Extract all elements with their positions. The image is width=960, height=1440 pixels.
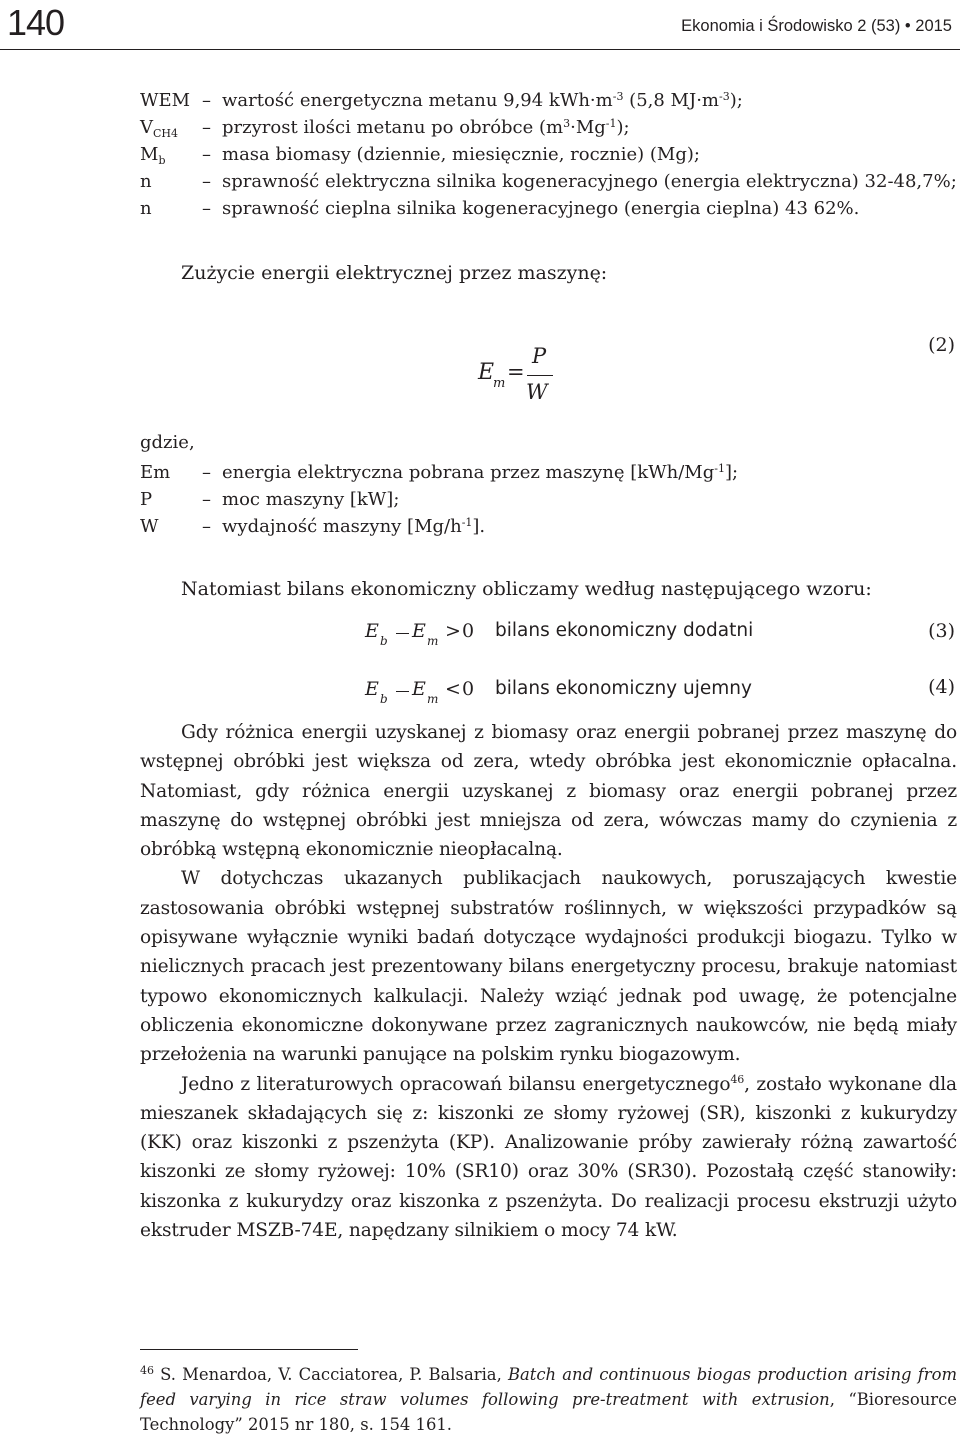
footnote-rule [140,1349,358,1350]
footnote-source: , “Bioresource Technology” 2015 nr 180, s. 154 161. [140,1389,957,1434]
section-lead-1: Zużycie energii elektrycznej przez maszynę: [181,262,608,284]
definition-text: przyrost ilości metanu po obróbce $(m^3\cdot Mg^{-1})$; [222,117,630,138]
eq4-term-b: E [412,678,426,700]
definition-text: energia elektryczna pobrana przez maszynę $[kWh/Mg^{-1}]$; [222,462,739,483]
definition-dash: – [202,144,211,165]
definition-text: wartość energetyczna metanu 9,94 $kWh\cdot m^{-3}$ (5,8 $MJ\cdot m^{-3}$); [222,90,743,111]
footnote-authors: S. Menardoa, V. Cacciatorea, P. Balsaria, [154,1365,508,1384]
eq2-lhs-sub: m [493,376,506,391]
eq3-relation: > [445,620,461,642]
definition-dash: – [202,90,211,111]
eq3-zero: 0 [462,620,475,642]
section-lead-2: Natomiast bilans ekonomiczny obliczamy według następującego wzoru: [181,578,872,600]
definition-text: wydajność maszyny $[Mg/h^{-1}]$. [222,516,486,537]
variable-definitions-1 [140,87,960,222]
definition-row [140,87,960,114]
eq3-term-a: E [365,620,379,642]
definition-text: moc maszyny [kW]; [222,489,400,510]
eq4-term-b-sub: m [427,692,439,706]
eq4-zero: 0 [462,678,475,700]
footnote [140,1363,957,1437]
eq2-numerator: P [532,344,547,368]
definition-row [140,114,960,141]
eq2-fraction-bar [527,375,553,376]
eq4-term-a-sub: b [380,692,388,706]
footnote-title: Batch and continuous biogas production arising from feed varying in rice straw volumes following pre-treatment with extrusion [140,1365,958,1409]
equation-number-3: (3) [928,620,955,642]
definition-row [140,459,960,486]
eq2-denominator: W [526,380,548,404]
variable-definitions-2 [140,459,960,540]
definition-dash: – [202,489,211,510]
definition-symbol: W [140,516,159,537]
eq4-minus [396,691,409,692]
page-header [0,0,960,48]
paragraph: Gdy różnica energii uzyskanej z biomasy oraz energii pobranej przez maszynę do wstępnej obróbki jest większa od zera, wtedy obróbka jest ekonomicznie opłacalna. Natomiast, gdy różnica energii uzyskanej z biomasy oraz energii pobranej przez maszynę do wstępnej obróbki jest mniejsza od zera, wówczas mamy do czynienia z obróbką wstępną ekonomicznie nieopłacalną. [140,722,957,861]
footnote-number: 46 [140,1364,154,1377]
definition-symbol: $M_b$ [140,144,166,167]
definition-symbol: $V_{CH4}$ [140,117,179,140]
definition-symbol: WEM [140,90,191,111]
definition-text: sprawność cieplna silnika kogeneracyjnego (energia cieplna) 43 62%. [222,198,860,219]
definition-dash: – [202,117,211,138]
eq4-label: bilans ekonomiczny ujemny [495,678,752,699]
definition-text: sprawność elektryczna silnika kogeneracyjnego (energia elektryczna) 32-48,7%; [222,171,957,192]
eq3-label: bilans ekonomiczny dodatni [495,620,754,641]
definition-row [140,513,960,540]
eq2-equals: = [507,360,525,384]
body-text [140,718,957,1245]
definition-row [140,195,960,222]
paragraph: W dotychczas ukazanych publikacjach naukowych, poruszających kwestie zastosowania obróbki wstępnej substratów roślinnych, w większości przypadków są opisywane wyłącznie wyniki badań dotyczące wydajności produkcji biogazu. Tylko w nielicznych pracach jest prezentowany bilans energetyczny procesu, brakuje natomiast typowo ekonomicznych kalkulacji. Należy wziąć jednak pod uwagę, że potencjalne obliczenia ekonomiczne dokonywane przez zagranicznych naukowców, nie będą miały przełożenia na warunki panujące na polskim rynku biogazowym. [140,868,957,1066]
definition-dash: – [202,462,211,483]
definition-text: masa biomasy (dziennie, miesięcznie, rocznie) (Mg); [222,144,700,165]
eq4-term-a: E [365,678,379,700]
definition-symbol: n [140,171,152,192]
definition-row [140,141,960,168]
definition-symbol: n [140,198,152,219]
eq3-term-b-sub: m [427,634,439,648]
definition-row [140,486,960,513]
definition-dash: – [202,171,211,192]
eq3-term-b: E [412,620,426,642]
eq3-term-a-sub: b [380,634,388,648]
definition-symbol: Em [140,462,171,483]
footnote-reference[interactable]: 46 [730,1072,745,1086]
where-label: gdzie, [140,432,195,453]
header-rule [0,49,960,50]
equation-2 [478,340,578,410]
equation-number-2: (2) [928,334,955,356]
definition-dash: – [202,198,211,219]
paragraph: Jedno z literaturowych opracowań bilansu energetycznego$^{46}$, zostało wykonane dla mieszanek składających się z: kiszonki ze słomy ryżowej (SR), kiszonki z kukurydzy (KK) oraz kiszonki z pszenżyta (KP). Analizowanie próby zawierały różną zawartość kiszonki ze słomy ryżowej: 10% (SR10) oraz 30% (SR30). Pozostałą część stanowiły: kiszonka z kukurydzy oraz kiszonka z pszenżyta. Do realizacji procesu ekstruzji użyto ekstruder MSZB-74E, napędzany silnikiem o mocy 74 kW. [140,1072,957,1242]
eq3-minus [396,633,409,634]
page-number: 140 [7,2,65,43]
definition-dash: – [202,516,211,537]
journal-title: Ekonomia i Środowisko 2 (53) • 2015 [681,17,952,35]
definition-symbol: P [140,489,153,510]
eq4-relation: < [445,678,461,700]
definition-row [140,168,960,195]
eq2-lhs: E [478,360,495,385]
equation-number-4: (4) [928,676,955,698]
